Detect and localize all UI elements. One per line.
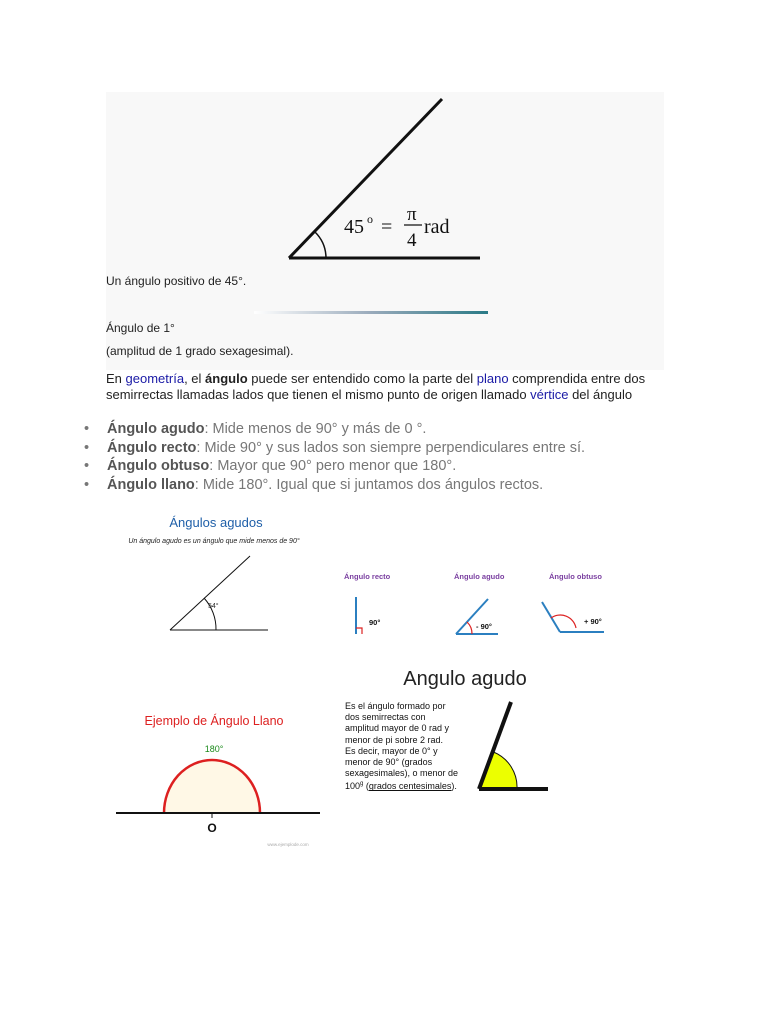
card-line: dos semirrectas con [345, 712, 426, 723]
label-angulo-obtuso: Ángulo obtuso [549, 572, 602, 581]
intro-bold-angulo: ángulo [205, 371, 248, 386]
straight-angle-diagram [108, 700, 326, 850]
card-line: menor de pi sobre 2 rad. [345, 734, 444, 745]
acute-angles-subtitle: Un ángulo agudo es un ángulo que mide menos de 90° [128, 538, 300, 545]
separator-bar [254, 311, 488, 314]
intro-text: , el [184, 371, 206, 386]
label-angulo-agudo: Ángulo agudo [454, 572, 505, 581]
card-line [345, 779, 458, 792]
acute-angles-title: Ángulos agudos [169, 515, 263, 530]
link-vertice[interactable]: vértice [530, 387, 569, 402]
list-item [84, 420, 585, 439]
caption-45: Un ángulo positivo de 45°. [106, 274, 247, 288]
right-angle-value: 90° [369, 618, 381, 627]
card-last-suffix: ). [451, 781, 457, 792]
equals-sign: = [381, 216, 393, 238]
acute-card-title: Angulo agudo [403, 668, 527, 690]
obtuse-value: + 90° [584, 617, 602, 626]
straight-angle-fill [164, 760, 260, 813]
angle-types-list [84, 420, 585, 494]
label-angulo-recto: Ángulo recto [344, 572, 391, 581]
acute-angle-label: 54° [208, 603, 219, 610]
list-term: Ángulo llano [107, 476, 195, 493]
list-term: Ángulo obtuso [107, 458, 210, 474]
list-term: Ángulo recto [107, 439, 197, 456]
straight-angle-figure [108, 700, 326, 850]
four-digit: 4 [407, 230, 417, 251]
link-geometria[interactable]: geometría [125, 371, 185, 386]
equation-45: 45 [344, 216, 364, 238]
acute-side-line [170, 556, 250, 630]
list-desc: : Mide 90° y sus lados son siempre perpendiculares entre sí. [196, 439, 586, 456]
list-desc: : Mide menos de 90° y más de 0 °. [204, 421, 427, 437]
list-item [84, 439, 585, 458]
straight-angle-value: 180° [204, 744, 224, 754]
acute-angles-figure [108, 508, 324, 636]
straight-angle-title: Ejemplo de Ángulo Llano [144, 714, 284, 728]
list-desc: : Mayor que 90° pero menor que 180°. [209, 458, 457, 474]
card-line: amplitud mayor de 0 rad y [345, 723, 450, 734]
intro-text: puede ser entendido como la parte del [247, 371, 477, 386]
angle-types-figure [338, 564, 628, 648]
vertex-label: O [207, 821, 217, 835]
acute-value: - 90° [476, 622, 492, 631]
intro-text: En [106, 371, 126, 386]
pi-symbol: π [407, 204, 417, 225]
obtuse-side [542, 602, 560, 632]
angle-45-diagram [106, 92, 664, 370]
card-line: Es el ángulo formado por [345, 701, 446, 711]
angle-side-line [289, 99, 442, 258]
list-term: Ángulo agudo [107, 421, 205, 437]
list-item [84, 457, 585, 476]
card-line: sexagesimales), o menor de [345, 768, 459, 779]
degree-sign: o [367, 212, 373, 226]
acute-card-text [345, 701, 458, 793]
acute-angles-diagram [108, 508, 324, 636]
card-line: Es decir, mayor de 0° y [345, 745, 438, 756]
link-grados-centesimales[interactable]: grados centesimales [368, 781, 452, 792]
link-plano[interactable]: plano [476, 371, 509, 386]
intro-paragraph [106, 371, 666, 403]
card-line: menor de 90° (grados [345, 757, 433, 768]
figure-45-degree [106, 92, 664, 370]
rad-text: rad [424, 216, 450, 238]
card-last-sup: g [360, 781, 364, 788]
list-item [84, 476, 585, 495]
angle-types-diagram [338, 564, 628, 648]
intro-text: comprendida entre dos semirrectas llamadas lados que tienen el mismo punto de origen llamado [106, 371, 646, 402]
watermark: www.ejemplode.com [267, 842, 309, 847]
angle-arc [315, 232, 326, 258]
caption-1-degree: Ángulo de 1° [106, 321, 175, 335]
intro-text: del ángulo [568, 387, 633, 402]
list-desc: : Mide 180°. Igual que si juntamos dos ángulos rectos. [194, 476, 544, 493]
acute-angle-card [340, 655, 570, 817]
card-last-space: ( [363, 781, 369, 792]
card-last-prefix: 100 [345, 781, 361, 792]
caption-sexagesimal: (amplitud de 1 grado sexagesimal). [106, 344, 294, 358]
acute-marker [467, 622, 472, 634]
